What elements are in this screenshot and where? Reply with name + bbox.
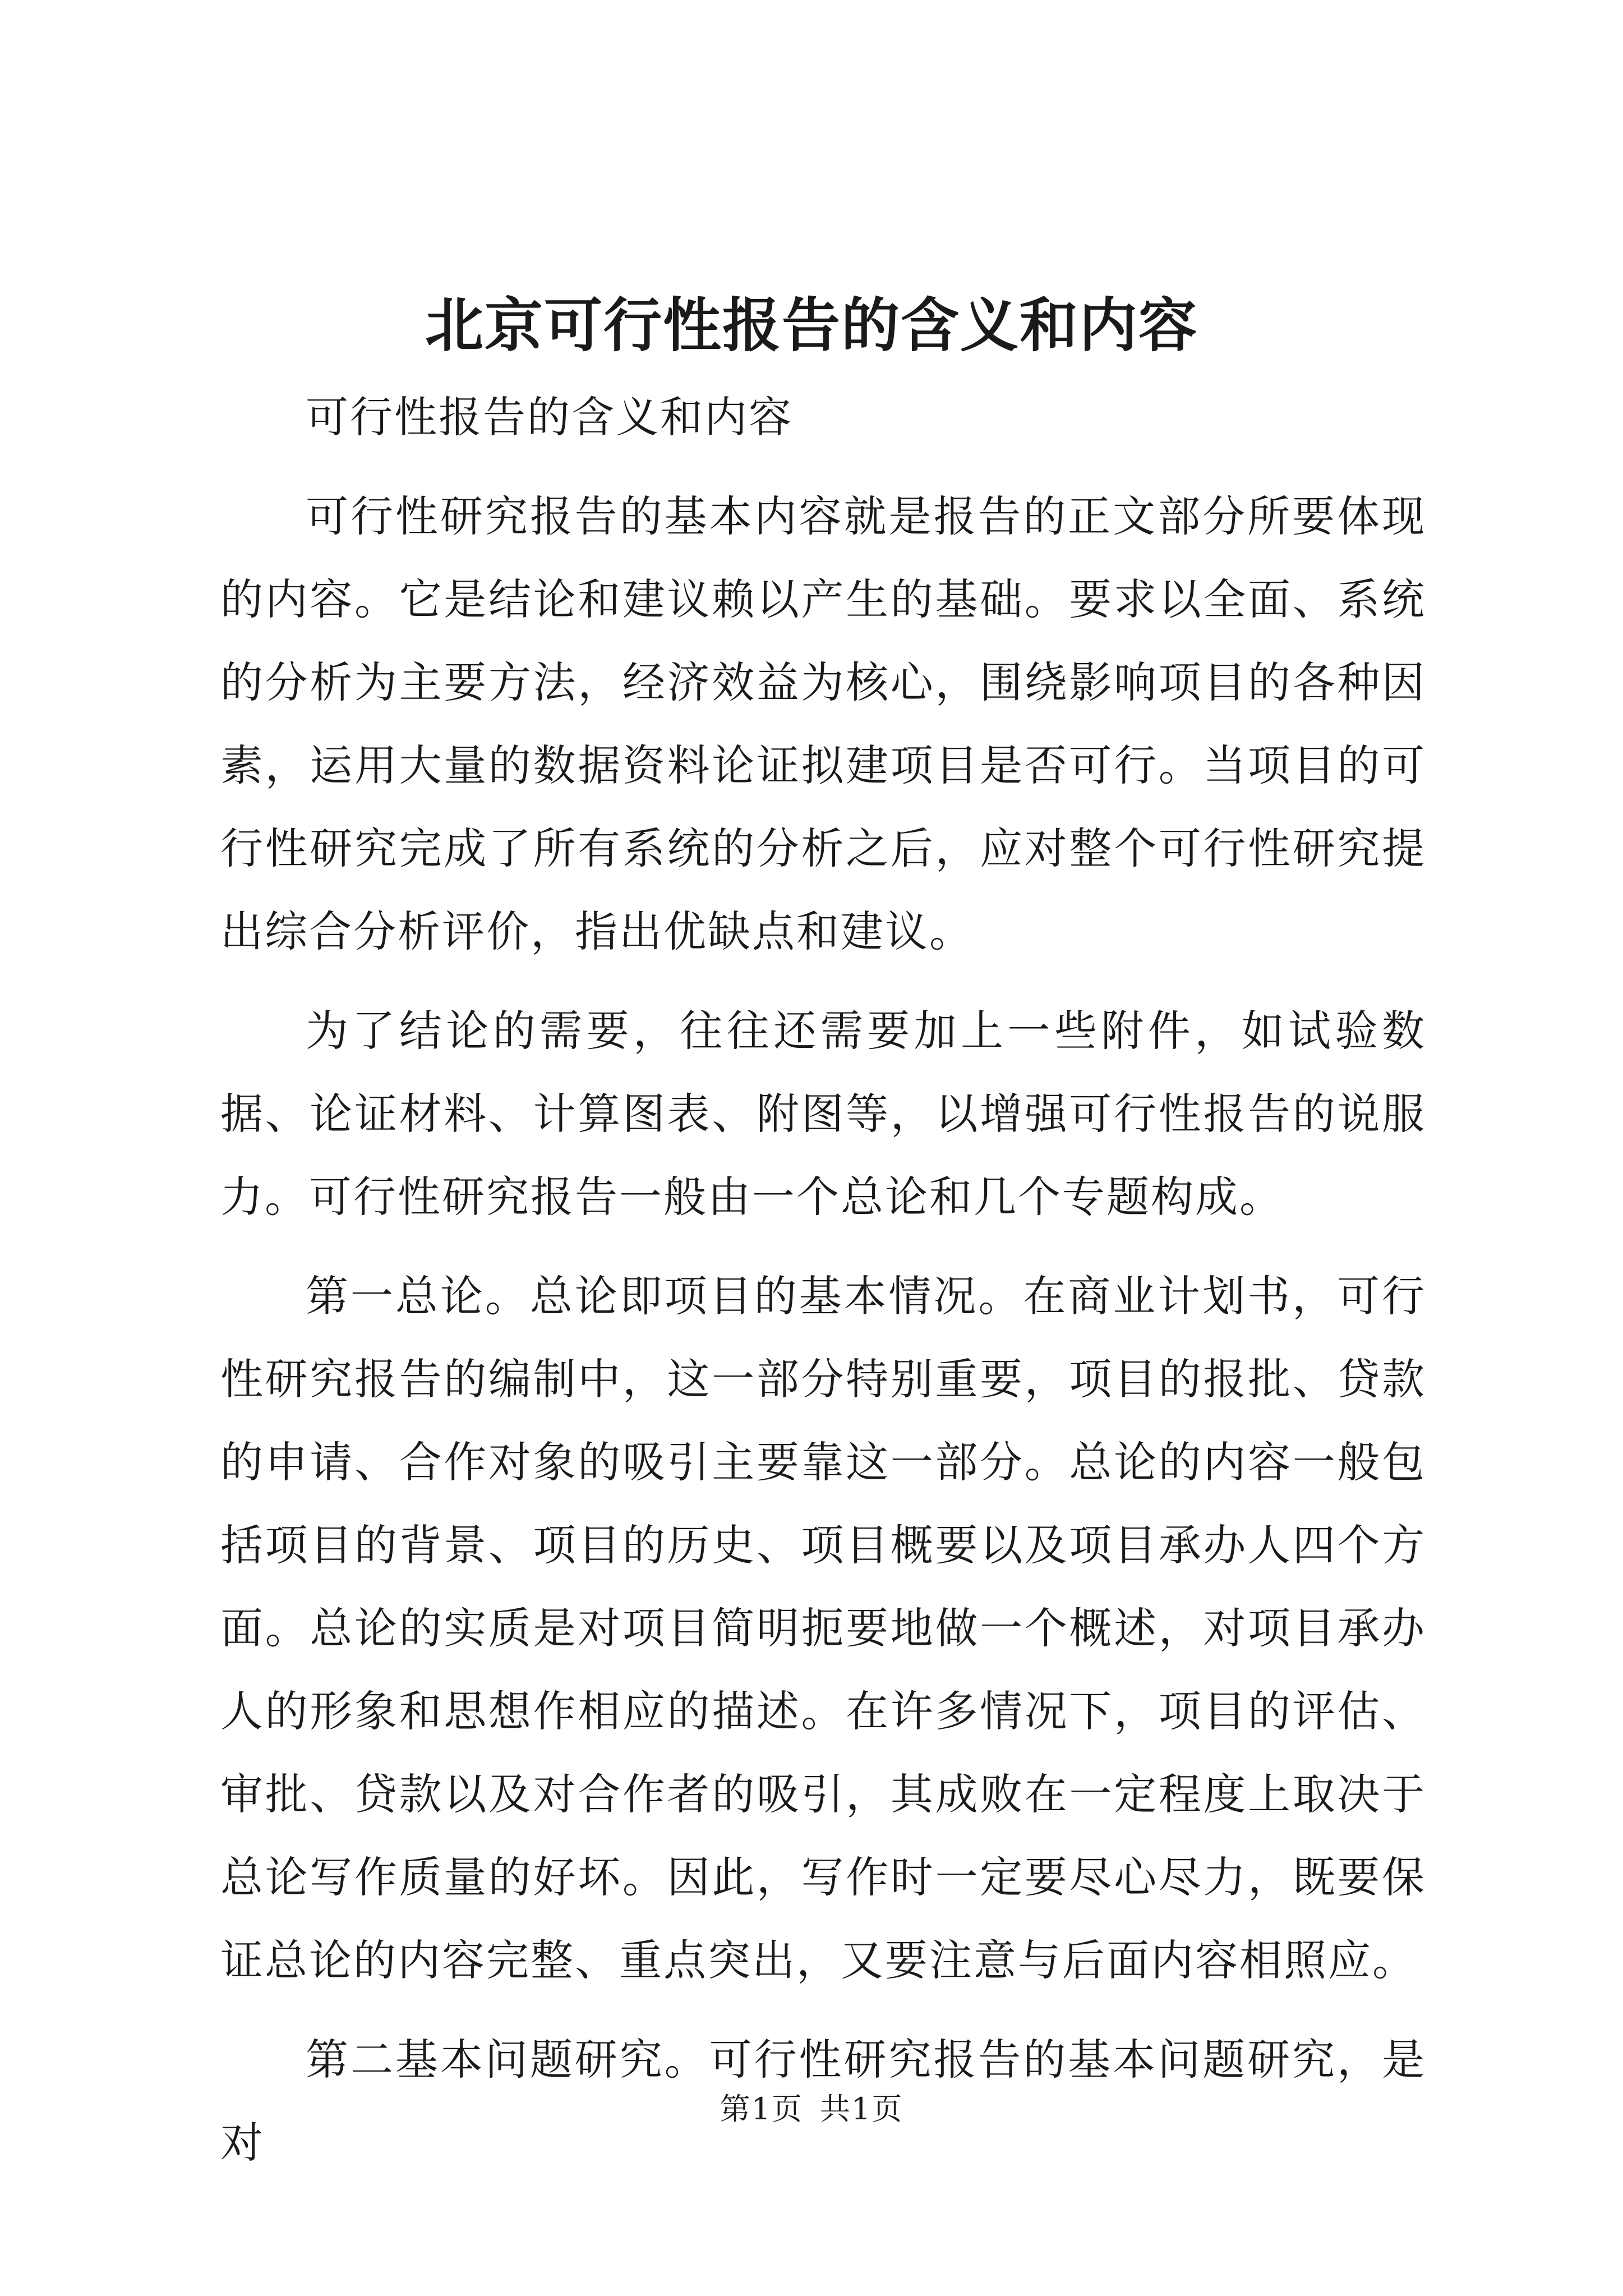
paragraph-basic-research: 第二基本问题研究。可行性研究报告的基本问题研究，是对 (220, 2035, 1426, 2168)
page-footer (0, 2087, 1623, 2132)
document-title: 北京可行性报告的含义和内容 (425, 291, 1198, 360)
paragraph-attachments: 为了结论的需要，往往还需要加上一些附件，如试验数据、论证材料、计算图表、附图等，以增强可行性报告的说服力。可行性研究报告一般由一个总论和几个专题构成。 (220, 1006, 1426, 1222)
paragraph-subtitle: 可行性报告的含义和内容 (306, 392, 793, 442)
page-number: 第1页 (720, 2091, 803, 2127)
document-body (220, 376, 1426, 2201)
page-total: 共1页 (820, 2091, 903, 2127)
paragraph-general-overview: 第一总论。总论即项目的基本情况。在商业计划书，可行性研究报告的编制中，这一部分特别重要，项目的报批、贷款的申请、合作对象的吸引主要靠这一部分。总论的内容一般包括项目的背景、项目的历史、项目概要以及项目承办人四个方面。总论的实质是对项目简明扼要地做一个概述，对项目承办人的形象和思想作相应的描述。在许多情况下，项目的评估、审批、贷款以及对合作者的吸引，其成败在一定程度上取决于总论写作质量的好坏。因此，写作时一定要尽心尽力，既要保证总论的内容完整、重点突出，又要注意与后面内容相照应。 (220, 1271, 1426, 1985)
paragraph-basic-content: 可行性研究报告的基本内容就是报告的正文部分所要体现的内容。它是结论和建议赖以产生的基础。要求以全面、系统的分析为主要方法，经济效益为核心，围绕影响项目的各种因素，运用大量的数据资料论证拟建项目是否可行。当项目的可行性研究完成了所有系统的分析之后，应对整个可行性研究提出综合分析评价，指出优缺点和建议。 (220, 491, 1426, 956)
